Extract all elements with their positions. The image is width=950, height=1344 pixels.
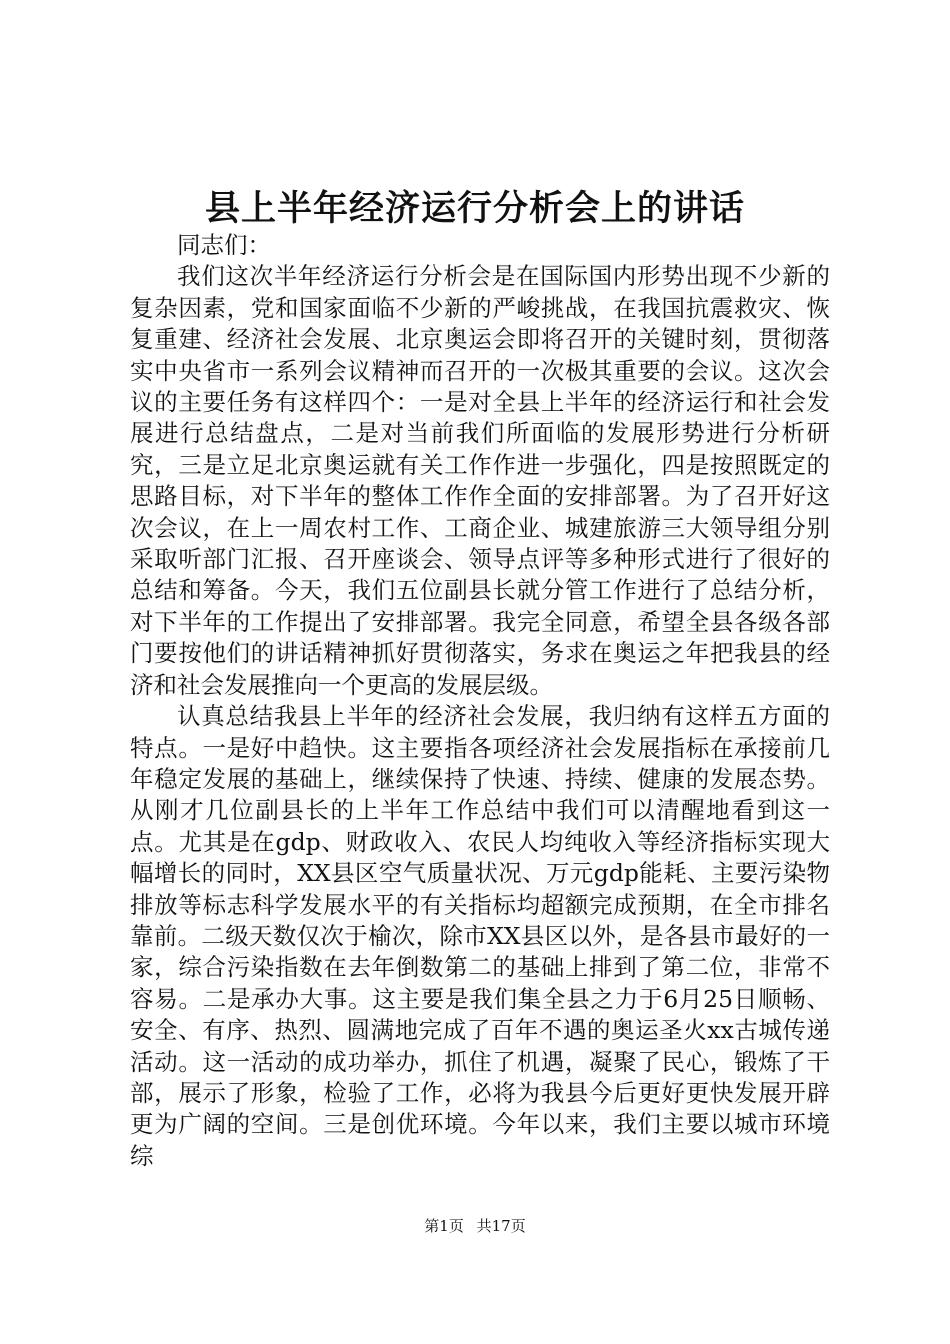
document-title: 县上半年经济运行分析会上的讲话 <box>204 188 745 229</box>
document-body <box>130 230 830 1172</box>
salutation: 同志们： <box>177 231 271 259</box>
paragraph: 认真总结我县上半年的经济社会发展，我归纳有这样五方面的特点。一是好中趋快。这主要指各项经济社会发展指标在承接前几年稳定发展的基础上，继续保持了快速、持续、健康的发展态势。从刚才几位副县长的上半年工作总结中我们可以清醒地看到这一点。尤其是在gdp、财政收入、农民人均纯收入等经济指标实现大幅增长的同时，XX县区空气质量状况、万元gdp能耗、主要污染物排放等标志科学发展水平的有关指标均超额完成预期，在全市排名靠前。二级天数仅次于榆次，除市XX县区以外，是各县市最好的一家，综合污染指数在去年倒数第二的基础上排到了第二位，非常不容易。二是承办大事。这主要是我们集全县之力于6月25日顺畅、安全、有序、热烈、圆满地完成了百年不遇的奥运圣火xx古城传递活动。这一活动的成功举办，抓住了机遇，凝聚了民心，锻炼了干部，展示了形象，检验了工作，必将为我县今后更好更快发展开辟更为广阔的空间。三是创优环境。今年以来，我们主要以城市环境综 <box>130 702 830 1170</box>
page-number: 第1页 <box>424 1217 464 1235</box>
paragraph: 我们这次半年经济运行分析会是在国际国内形势出现不少新的复杂因素，党和国家面临不少新的严峻挑战，在我国抗震救灾、恢复重建、经济社会发展、北京奥运会即将召开的关键时刻，贯彻落实中央省市一系列会议精神而召开的一次极其重要的会议。这次会议的主要任务有这样四个：一是对全县上半年的经济运行和社会发展进行总结盘点，二是对当前我们所面临的发展形势进行分析研究，三是立足北京奥运就有关工作作进一步强化，四是按照既定的思路目标，对下半年的整体工作作全面的安排部署。为了召开好这次会议，在上一周农村工作、工商企业、城建旅游三大领导组分别采取听部门汇报、召开座谈会、领导点评等多种形式进行了很好的总结和筹备。今天，我们五位副县长就分管工作进行了总结分析，对下半年的工作提出了安排部署。我完全同意，希望全县各级各部门要按他们的讲话精神抓好贯彻落实，务求在奥运之年把我县的经济和社会发展推向一个更高的发展层级。 <box>130 262 830 699</box>
page-total: 共17页 <box>476 1217 526 1235</box>
page-footer <box>0 1215 950 1237</box>
